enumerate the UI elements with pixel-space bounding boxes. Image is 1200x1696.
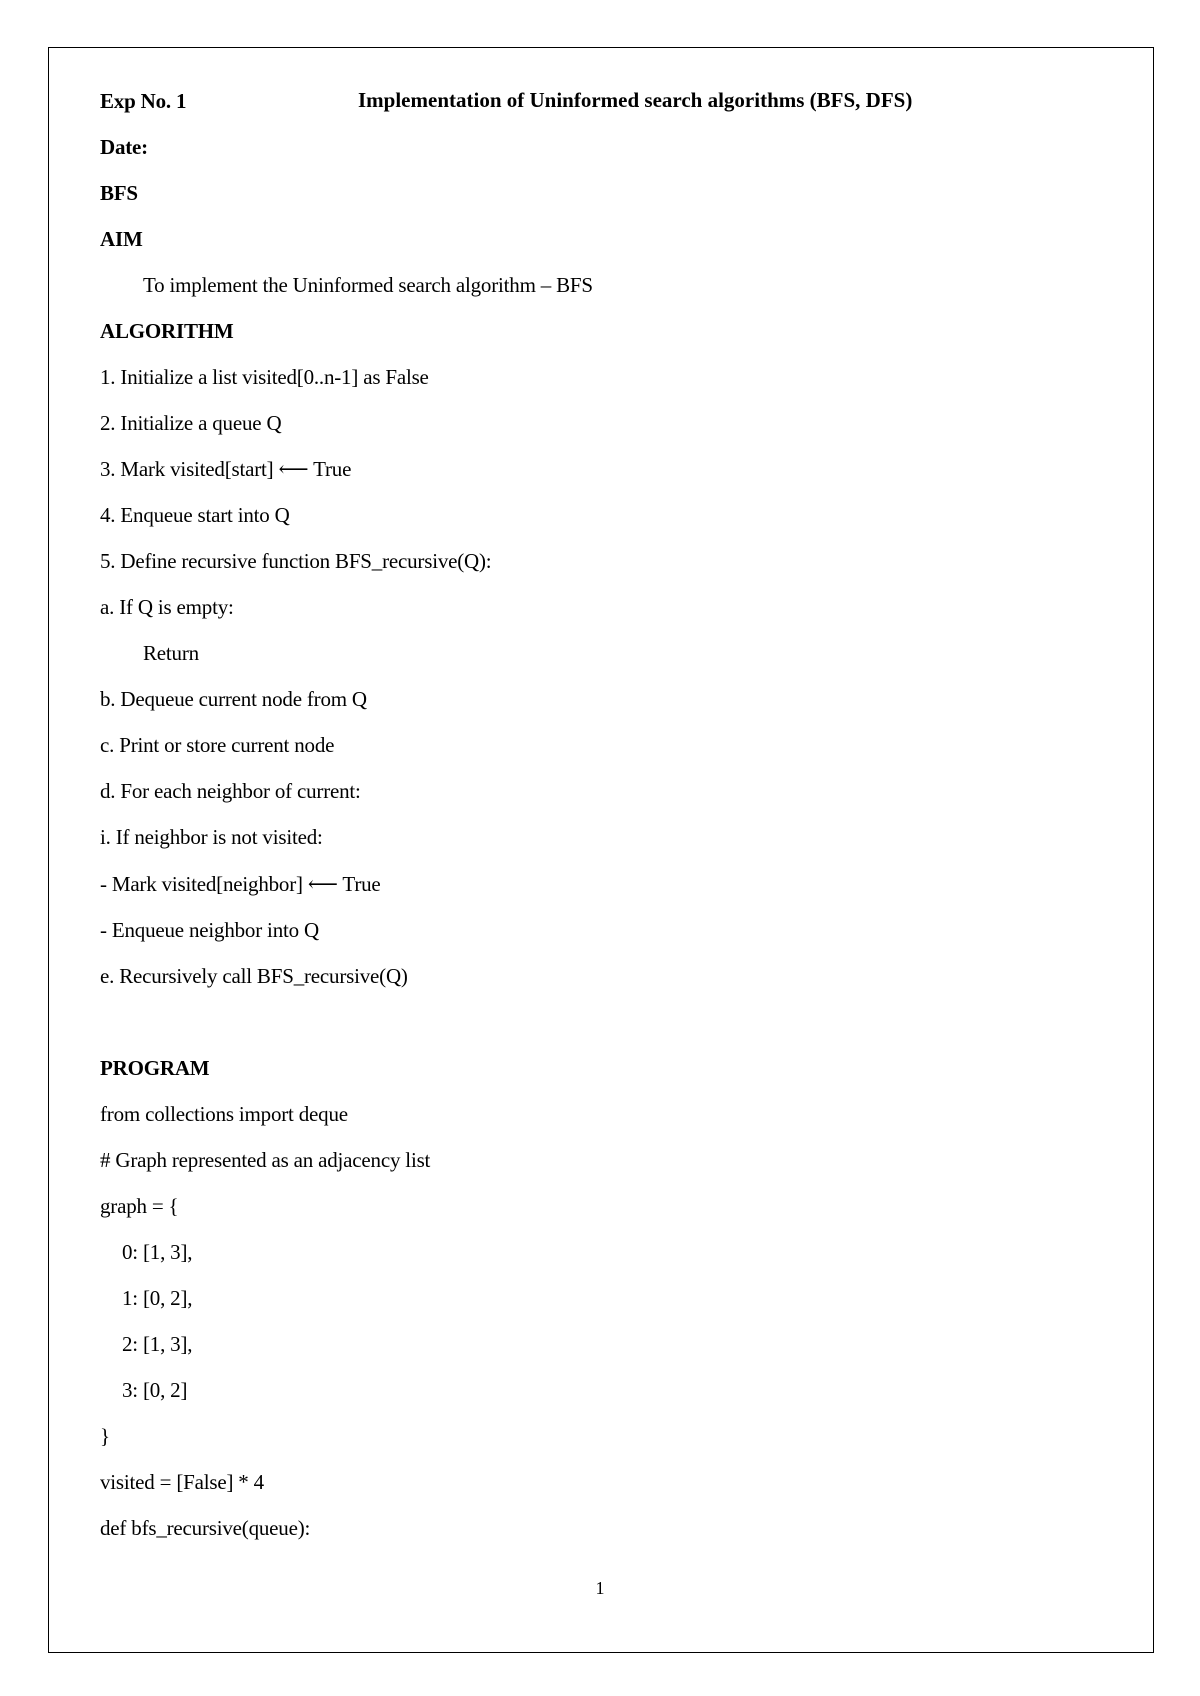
algorithm-step: 2. Initialize a queue Q — [100, 411, 282, 435]
algorithm-step: 4. Enqueue start into Q — [100, 503, 290, 527]
code-line: } — [100, 1424, 110, 1448]
algorithm-step: d. For each neighbor of current: — [100, 779, 361, 803]
code-line: visited = [False] * 4 — [100, 1470, 264, 1494]
date-label: Date: — [100, 135, 148, 159]
code-line: 0: [1, 3], — [122, 1240, 193, 1264]
program-heading: PROGRAM — [100, 1056, 210, 1080]
algorithm-step: b. Dequeue current node from Q — [100, 687, 367, 711]
section-bfs-heading: BFS — [100, 181, 138, 205]
code-line: 3: [0, 2] — [122, 1378, 188, 1402]
code-line: from collections import deque — [100, 1102, 348, 1126]
code-line: 1: [0, 2], — [122, 1286, 193, 1310]
algorithm-step: a. If Q is empty: — [100, 595, 234, 619]
code-line: 2: [1, 3], — [122, 1332, 193, 1356]
code-line: def bfs_recursive(queue): — [100, 1516, 311, 1540]
algorithm-step: - Mark visited[neighbor] ⟵ True — [100, 872, 381, 896]
algorithm-step: e. Recursively call BFS_recursive(Q) — [100, 964, 408, 988]
exp-number: Exp No. 1 — [100, 89, 187, 113]
aim-heading: AIM — [100, 227, 143, 251]
code-line: graph = { — [100, 1194, 179, 1218]
algorithm-step: 3. Mark visited[start] ⟵ True — [100, 457, 352, 481]
algorithm-step: i. If neighbor is not visited: — [100, 825, 323, 849]
algorithm-step: c. Print or store current node — [100, 733, 335, 757]
algorithm-step: 1. Initialize a list visited[0..n-1] as False — [100, 365, 429, 389]
page-title: Implementation of Uninformed search algorithms (BFS, DFS) — [358, 88, 913, 112]
algorithm-step: Return — [143, 641, 199, 665]
algorithm-heading: ALGORITHM — [100, 319, 234, 343]
algorithm-step: - Enqueue neighbor into Q — [100, 918, 319, 942]
algorithm-step: 5. Define recursive function BFS_recursive(Q): — [100, 549, 492, 573]
aim-text: To implement the Uninformed search algorithm – BFS — [143, 273, 593, 297]
page-number: 1 — [595, 1578, 605, 1598]
code-line: # Graph represented as an adjacency list — [100, 1148, 431, 1172]
